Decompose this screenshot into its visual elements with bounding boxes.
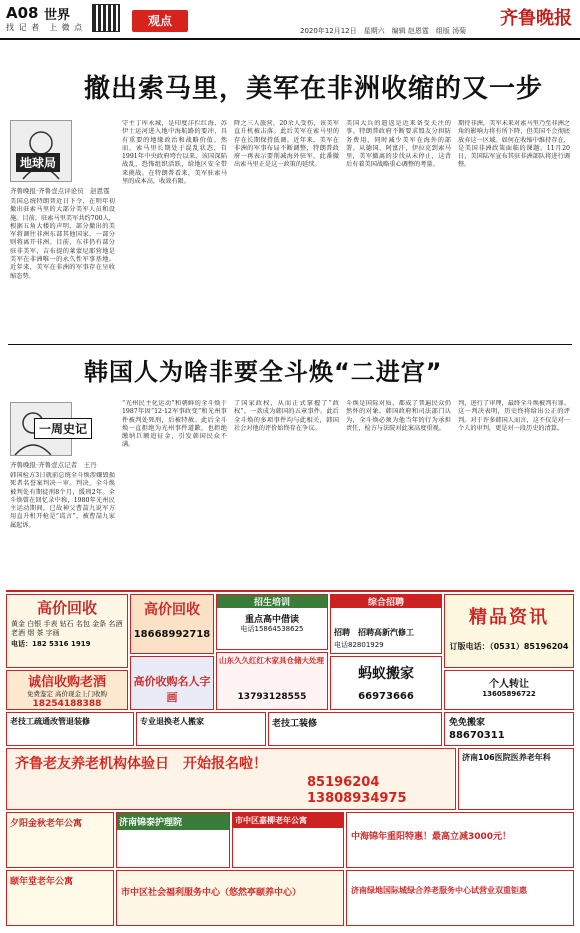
banner-phone-1: 85196204	[307, 775, 380, 790]
ad-recycle-title: 高价回收	[36, 599, 97, 617]
ad-premium-phone: 订版电话：（0531）85196204	[449, 642, 569, 651]
ad-jialiu-apartment-title: 市中区嘉柳老年公寓	[233, 813, 343, 828]
ad-recycle	[6, 594, 128, 668]
column-name-2: 一周史记	[34, 418, 92, 439]
ad-yinian-apartment	[6, 870, 114, 926]
ad-welfare-center	[116, 870, 344, 926]
ad-hiring-title: 综合招聘	[331, 595, 441, 608]
page-number: A08	[6, 4, 39, 22]
ad-hiring	[330, 594, 442, 654]
ad-transfer-title: 个人转让	[489, 679, 529, 690]
ad-sunset-apartment-title: 夕阳金秋老年公寓	[10, 819, 83, 829]
ad-recycle-2	[130, 594, 214, 654]
ad-movers-title: 蚂蚁搬家	[358, 666, 414, 682]
ad-hiring-phone: 电话82801929	[334, 641, 384, 649]
banner-care-day	[6, 748, 456, 810]
ad-hospital-106	[458, 748, 574, 810]
ad-free-move-phone: 88670311	[449, 730, 505, 741]
ad-jintai-care	[116, 812, 230, 868]
dateline: 2020年12月12日 星期六 编辑 赵恩霆 组版 汤菊	[300, 27, 467, 35]
banner-phone-2: 13808934975	[307, 791, 407, 806]
ad-premium	[444, 594, 574, 668]
section-name: 世界	[44, 8, 71, 23]
ad-liquor-phone: 18254188388	[32, 699, 102, 709]
article1-column-2: 守主丁库永城，是印度洋拦红海、苏伊士运河进入地中海航路的要冲，具有重要的地缘政治和战略价值。然而，索马里长期处于混乱状态，自1991年中央政府垮台以来，该国深陷战乱，恐怖组织活跃，给地区安全带来挑战。在特朗普看来，美军驻索马里的成本高，收效有限。	[122, 120, 227, 186]
divider	[8, 344, 572, 345]
ad-greenland-care	[346, 870, 574, 926]
ad-liquor-sub: 免费鉴定 高价现金上门收购	[26, 690, 108, 698]
ad-greenland-care-title: 济南绿地国际城绿合养老服务中心试营业双重钜惠	[351, 886, 527, 895]
ad-hiring-text: 招聘 招聘高新汽修工	[334, 628, 414, 637]
ad-free-move	[444, 712, 574, 746]
section-tag: 观点	[132, 10, 188, 32]
ad-free-move-title: 免免搬家	[449, 718, 486, 728]
article2-column-3: 了国家政权，从而正式掌握了“政权”。一款成为韩国的五章事件。此后全斗焕的多项事件均与此相关，韩国社会对他的评价始终存在争议。	[234, 400, 339, 432]
ad-welfare-center-title: 市中区社会福利服务中心（悠然亭颐养中心）	[121, 888, 302, 898]
article1-headline: 撤出索马里，美军在非洲收缩的又一步	[84, 74, 544, 104]
ad-premium-title: 精品资讯	[469, 607, 549, 628]
article1-byline: 齐鲁晚报·齐鲁壹点评论员 赵恩霆	[10, 187, 110, 195]
ad-recycle-2-phone: 18668992718	[133, 629, 211, 640]
ad-transfer-phone: 13605896722	[482, 690, 536, 698]
banner-care-day-title: 齐鲁老友养老机构体验日 开始报名啦！	[15, 756, 267, 772]
article2-column-5: 判，进行了审理，最终全斗焕被判有罪。这一判决表明，历史终将给出公正的评判。对于许多韩国人而言，这不仅是对一个人的审判，更是对一段历史的清算。	[458, 400, 570, 432]
ad-senior-moving	[136, 712, 266, 746]
ad-furniture-title: 山东久久红红木家具仓储大处理	[219, 656, 324, 665]
ad-calligraphy-title: 高价收购名人字画	[133, 675, 211, 704]
qr-code-icon	[92, 4, 120, 32]
article2-column-2: “光州民主化运动”和朝鲜的全斗焕于1987年因“12·12军事政变”和光州事件被判处死刑，后被特赦。此后全斗焕一直拒绝为光州事件道歉，也拒绝缴纳巨额追征金，引发韩国民众不满。	[122, 400, 227, 449]
newspaper-logo: 齐鲁晚报	[500, 8, 572, 29]
ad-renovation	[268, 712, 442, 746]
article1-column-4: 美国大兵的遣返是近来备受关注的事。特朗普政府不断要求盟友分担防务费用，同时减少美军在海外的部署。从德国、阿富汗、伊拉克到索马里，美军撤离的步伐从未停止，这背后有着美国战略重心调整的考量。	[346, 120, 451, 169]
ad-yinian-apartment-title: 颐年堂老年公寓	[10, 877, 74, 887]
ad-school-title: 招生培训	[217, 595, 327, 608]
ad-furniture	[216, 652, 328, 710]
ad-plumbing-title: 老技工疏通改管退装修	[10, 717, 90, 726]
columnist-portrait	[10, 120, 72, 182]
ad-movers	[330, 656, 442, 710]
ad-jialiu-apartment	[232, 812, 344, 868]
ad-calligraphy	[130, 656, 214, 710]
ad-movers-phone: 66973666	[358, 691, 414, 702]
header-roles: 找 记 者 上 微 点	[6, 23, 84, 32]
ads-divider	[6, 590, 574, 592]
ad-recycle-phone: 电话：182 5316 1919	[11, 640, 91, 648]
ad-liquor-title: 诚信收购老酒	[27, 675, 106, 690]
ad-school	[216, 594, 328, 650]
ad-recycle-text: 黄金 白银 手表 钻石 名包 金条 名酒 老酒 烟 茶 字画	[11, 620, 123, 637]
article1-column-5: 期待非洲，美军未来对索马里乃至非洲之角的影响力将有所下降，但美国不会彻底放弃这一区域。如何在收缩中维持存在，是美国非洲政策面临的课题。11月20日，美国陆军宣布其驻非洲部队将进行调整。	[458, 120, 570, 169]
ad-hospital-106-title: 济南106医院医养老年科	[462, 753, 551, 762]
ad-renovation-title: 老技工装修	[272, 719, 318, 729]
ad-zhonghai-promo-title: 中海锦年重阳特惠！最高立减3000元！	[351, 832, 512, 842]
ad-transfer	[444, 670, 574, 710]
column-name: 地球局	[16, 153, 60, 172]
ad-recycle-2-title: 高价回收	[144, 602, 200, 618]
ad-school-phone: 电话15864538625	[240, 625, 304, 633]
article1-column-1: 美国总统特朗普近日下令，在明年初撤出驻索马里的大部分美军人员和设施。目前，驻索马里美军共约700人，根据五角大楼的声明，部分撤出的美军将调往非洲东部其他国家，一部分则将离开非洲。目前，东非仍有部分驻非美军，吉布提的莱蒙尼耶营地是美军在非洲唯一的永久性军事基地。近年来，美军在非洲的军事存在呈收缩态势。	[10, 198, 115, 280]
ad-jintai-care-title: 济南锦泰护理院	[117, 813, 229, 830]
page-header	[0, 0, 580, 40]
article2-column-1: 韩国检方3日就前总统全斗焕涉嫌毁损死者名誉案判决一审。判决，全斗焕被判处有期徒刑8个月，缓刑2年。全斗焕曾在回忆录中称，1980年光州民主运动期间，已故神父曹喆九说军方用直升机开枪是“谎言”，被曹喆九家属起诉。	[10, 472, 115, 529]
ad-school-text: 重点高中借读	[244, 615, 299, 625]
article2-headline: 韩国人为啥非要全斗焕“二进宫”	[84, 358, 443, 386]
ad-plumbing	[6, 712, 134, 746]
ad-zhonghai-promo	[346, 812, 574, 868]
ad-sunset-apartment	[6, 812, 114, 868]
article2-byline: 齐鲁晚报·齐鲁壹点记者 王丹	[10, 461, 97, 469]
ad-senior-moving-title: 专业退换老人搬家	[140, 717, 204, 726]
ad-liquor	[6, 670, 128, 710]
article1-column-3: 降之三人旅营，20余人受伤，该美军直升机被击落。此后美军在索马里的存在长期保持低调。近年来，美军在非洲的军事布局不断调整，特朗普政府一再表示要削减海外驻军，此番撤出索马里正是这一政策的延续。	[234, 120, 339, 169]
article2-column-4: 斗焕是国际对质，都成了普遍民众仍然怀的对象。韩国政府和司法部门认为，全斗焕必须为他当年的行为承担责任，检方与法院对此案高度重视。	[346, 400, 451, 432]
ad-furniture-phone: 13793128555	[237, 692, 307, 702]
